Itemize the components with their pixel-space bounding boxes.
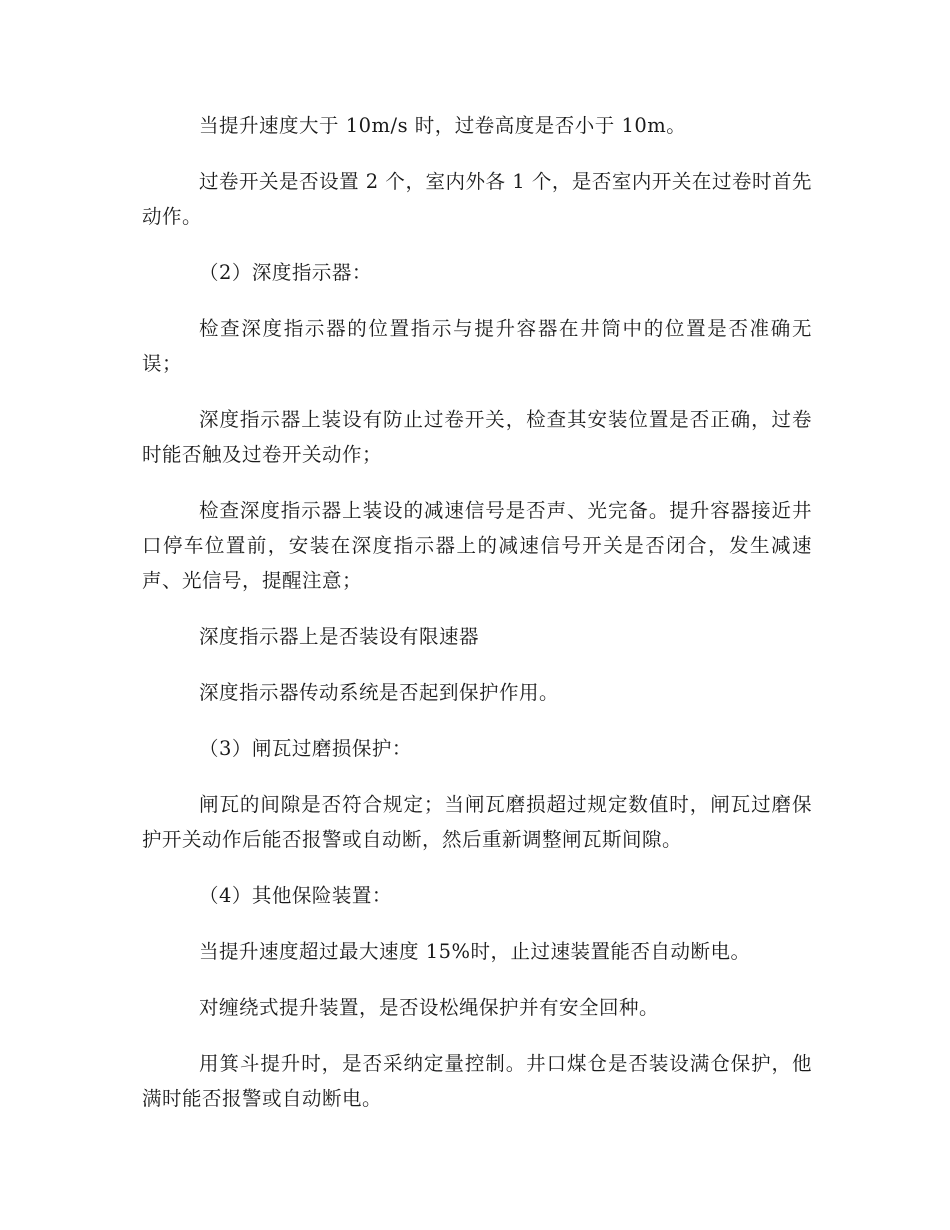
paragraph: 检查深度指示器上装设的减速信号是否声、光完备。提升容器接近井口停车位置前，安装在深度指示器上的减速信号开关是否闭合，发生减速声、光信号，提醒注意； — [142, 499, 812, 592]
section-heading: （4）其他保险装置： — [199, 884, 392, 907]
paragraph: 深度指示器上是否装设有限速器 — [199, 625, 480, 648]
paragraph: 检查深度指示器的位置指示与提升容器在井筒中的位置是否准确无误； — [142, 317, 812, 375]
paragraph: 闸瓦的间隙是否符合规定；当闸瓦磨损超过规定数值时，闸瓦过磨保护开关动作后能否报警或自动断，然后重新调整闸瓦斯间隙。 — [142, 793, 812, 851]
paragraph: 当提升速度大于 10m/s 时，过卷高度是否小于 10m。 — [199, 114, 687, 137]
document-body — [142, 108, 812, 1137]
paragraph: 深度指示器传动系统是否起到保护作用。 — [199, 681, 560, 704]
section-heading: （2）深度指示器： — [199, 261, 372, 284]
paragraph: 过卷开关是否设置 2 个，室内外各 1 个，是否室内开关在过卷时首先动作。 — [142, 170, 812, 228]
paragraph: 深度指示器上装设有防止过卷开关，检查其安装位置是否正确，过卷时能否触及过卷开关动作； — [142, 408, 812, 466]
paragraph: 对缠绕式提升装置，是否设松绳保护并有安全回种。 — [199, 996, 660, 1019]
paragraph: 当提升速度超过最大速度 15%时，止过速装置能否自动断电。 — [199, 940, 751, 963]
paragraph: 用箕斗提升时，是否采纳定量控制。井口煤仓是否装设满仓保护，他满时能否报警或自动断电。 — [142, 1052, 812, 1110]
section-heading: （3）闸瓦过磨损保护： — [199, 737, 412, 760]
